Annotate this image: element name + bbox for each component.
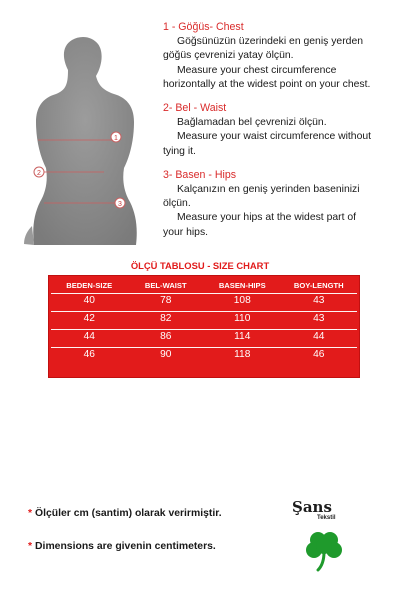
marker-waist-label: 2 — [37, 170, 41, 177]
size-chart-header-row — [51, 280, 357, 292]
cell-length: 46 — [313, 349, 325, 360]
instruction-waist-en-1: Measure your waist circumference without — [177, 131, 372, 143]
asterisk-icon: * — [28, 508, 33, 519]
instruction-chest-tr-2: göğüs çevrenizi yatay ölçün. — [163, 50, 294, 62]
header-waist: BEL-WAIST — [144, 281, 187, 290]
footnote-english-text: Dimensions are givenin centimeters. — [35, 541, 216, 552]
marker-waist — [34, 167, 44, 177]
instruction-hips — [163, 168, 395, 240]
header-length: BOY-LENGTH — [293, 281, 344, 290]
instruction-hips-en-1: Measure your hips at the widest part of — [177, 212, 357, 224]
cell-waist: 78 — [160, 295, 172, 306]
cell-hips: 108 — [233, 295, 251, 306]
size-chart-table — [48, 275, 360, 378]
marker-hips-label: 3 — [118, 201, 122, 208]
marker-chest — [111, 132, 121, 142]
cell-size: 46 — [83, 349, 95, 360]
instruction-chest-en-1: Measure your chest circumference — [177, 64, 337, 76]
cell-size: 42 — [83, 313, 95, 324]
measurement-instructions — [163, 20, 395, 249]
marker-chest-label: 1 — [114, 135, 118, 142]
asterisk-icon: * — [28, 541, 33, 552]
cell-waist: 90 — [160, 349, 172, 360]
brand-logo — [292, 498, 372, 573]
clover-icon — [302, 526, 348, 572]
header-hips: BASEN-HIPS — [218, 281, 266, 290]
instruction-waist — [163, 101, 395, 159]
cell-hips: 118 — [234, 349, 251, 360]
table-row — [51, 330, 357, 344]
instruction-chest — [163, 20, 395, 92]
cell-length: 44 — [313, 331, 325, 342]
body-silhouette — [18, 30, 148, 245]
cell-size: 40 — [83, 295, 95, 306]
table-row — [51, 348, 357, 362]
cell-hips: 110 — [234, 313, 251, 324]
brand-subtitle: Tekstil — [317, 515, 336, 521]
cell-waist: 82 — [160, 313, 172, 324]
instruction-chest-en-2: horizontally at the widest point on your chest. — [163, 78, 371, 90]
brand-name: Şans — [292, 498, 332, 516]
instruction-hips-title: 3- Basen - Hips — [163, 168, 237, 181]
instruction-chest-title: 1 - Göğüs- Chest — [163, 21, 244, 33]
footnote-english — [28, 541, 216, 552]
footnote-turkish-text: Ölçüler cm (santim) olarak verirmiştir. — [35, 508, 222, 519]
instruction-hips-en-2: your hips. — [163, 226, 209, 238]
cell-waist: 86 — [160, 331, 172, 342]
table-row — [51, 294, 357, 308]
marker-hips — [115, 198, 125, 208]
footnote-turkish — [28, 508, 222, 519]
cell-size: 44 — [83, 331, 95, 342]
instruction-waist-tr-1: Bağlamadan bel çevrenizi ölçün. — [177, 117, 327, 129]
cell-hips: 114 — [234, 331, 251, 342]
instruction-waist-title: 2- Bel - Waist — [163, 102, 227, 115]
instruction-hips-tr-2: ölçün. — [163, 198, 191, 210]
cell-length: 43 — [313, 313, 325, 324]
table-row — [51, 312, 357, 326]
size-chart-title: ÖLÇÜ TABLOSU - SIZE CHART — [130, 260, 270, 271]
instruction-waist-en-2: tying it. — [163, 145, 196, 157]
header-size: BEDEN-SIZE — [66, 281, 113, 290]
body-silhouette-figure — [18, 30, 148, 245]
cell-length: 43 — [313, 295, 325, 306]
instruction-chest-tr-1: Göğsünüzün üzerindeki en geniş yerden — [177, 36, 364, 48]
instruction-hips-tr-1: Kalçanızın en geniş yerinden baseninizi — [177, 184, 360, 196]
